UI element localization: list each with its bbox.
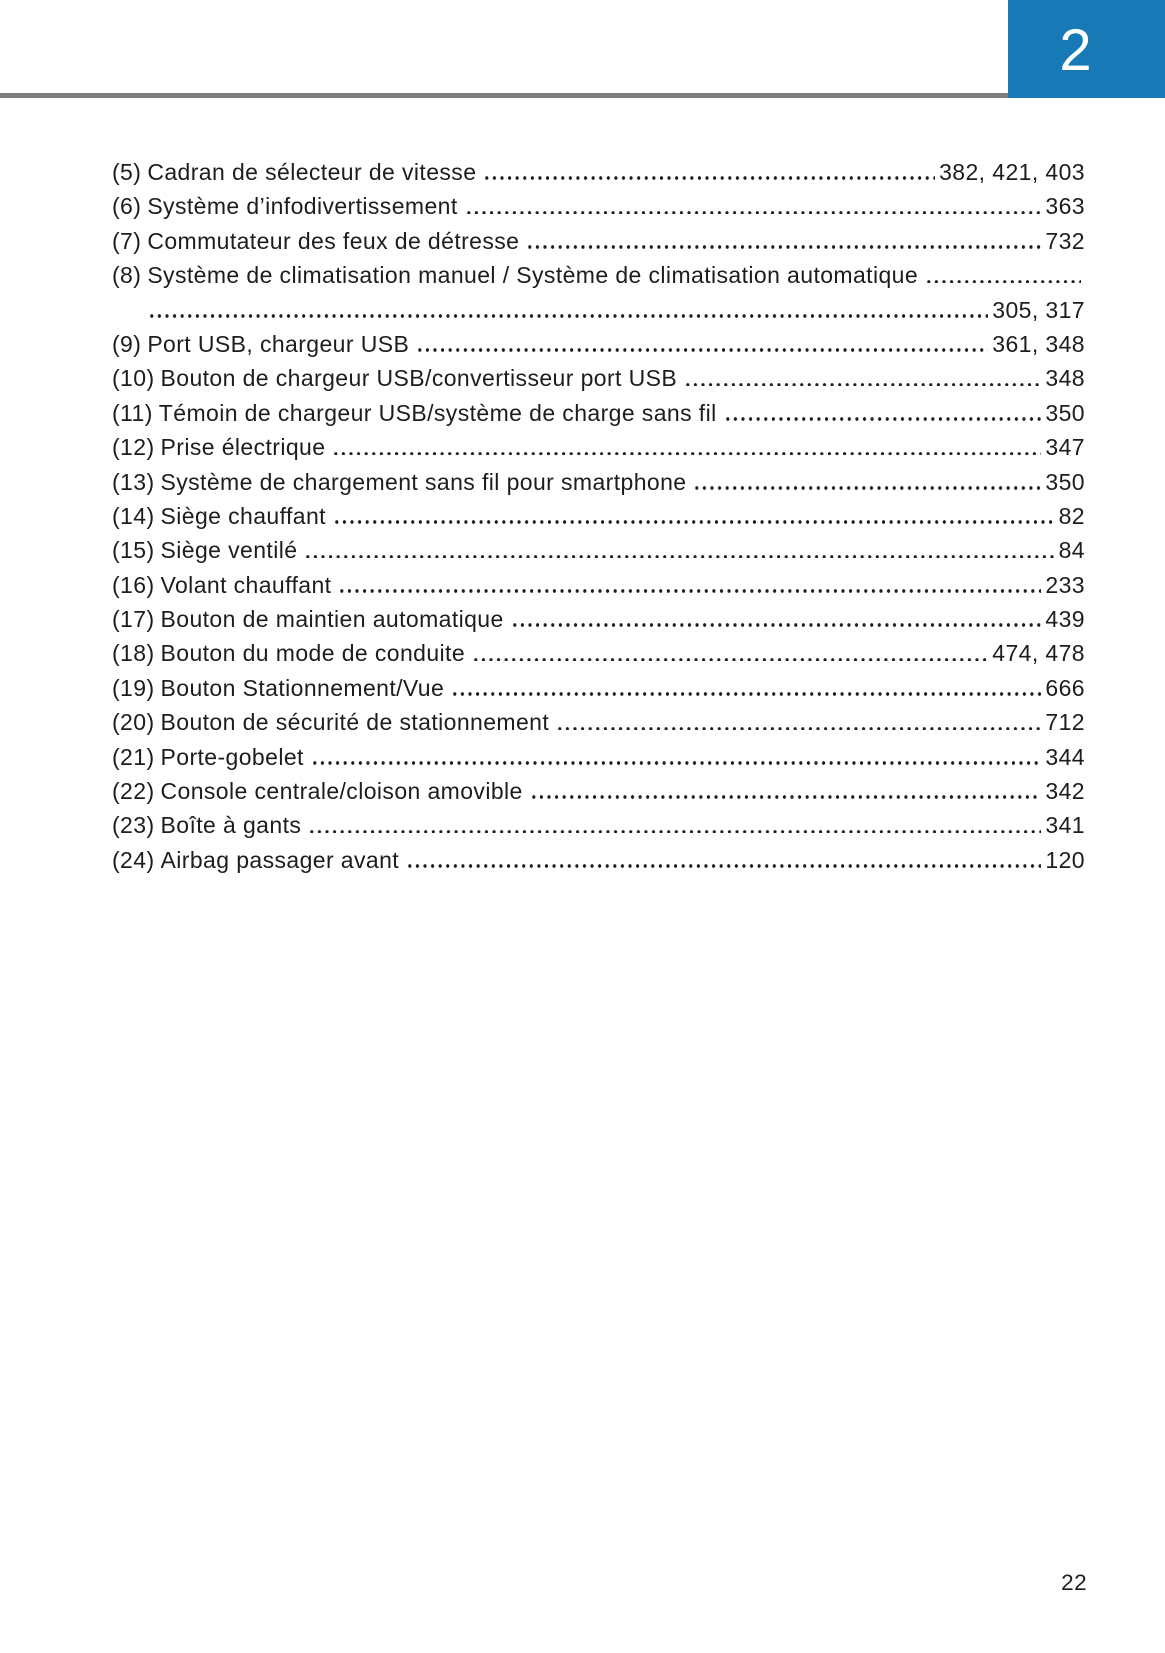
toc-entry xyxy=(112,602,1085,636)
toc-entry-pages: 347 xyxy=(1045,434,1085,461)
toc-entry-pages: 348 xyxy=(1045,365,1085,392)
toc-entry-pages: 361, 348 xyxy=(992,330,1085,357)
dot-leader xyxy=(311,756,1042,765)
dot-leader xyxy=(308,824,1041,833)
toc-entry-number: (22) xyxy=(112,778,155,805)
dot-leader xyxy=(406,859,1041,868)
toc-entry-pages: 344 xyxy=(1045,743,1085,770)
dot-leader xyxy=(333,515,1055,524)
toc-entry-number: (17) xyxy=(112,606,155,633)
dot-leader xyxy=(472,652,988,661)
toc-entry-title: Porte-gobelet xyxy=(160,743,304,770)
toc-entry-pages: 341 xyxy=(1045,812,1085,839)
toc-entry-number: (12) xyxy=(112,434,155,461)
toc-entry-title: Bouton de chargeur USB/convertisseur port USB xyxy=(160,365,678,392)
toc-entry-title: Boîte à gants xyxy=(160,812,302,839)
toc-entry-pages: 305, 317 xyxy=(992,296,1085,323)
dot-leader xyxy=(693,481,1041,490)
header-rule xyxy=(0,93,1008,98)
toc-entry-title: Témoin de chargeur USB/système de charge sans fil xyxy=(158,399,717,426)
toc-entry-title: Bouton de sécurité de stationnement xyxy=(160,709,550,736)
toc-entry-number: (21) xyxy=(112,743,155,770)
toc-entry-pages: 233 xyxy=(1045,571,1085,598)
toc-entry-number: (11) xyxy=(112,399,153,426)
toc-entry-number: (6) xyxy=(112,193,142,220)
toc-entry-pages: 732 xyxy=(1045,227,1085,254)
dot-leader xyxy=(304,549,1054,558)
toc-entry xyxy=(112,430,1085,464)
toc-entry xyxy=(112,774,1085,808)
toc-entry-number: (9) xyxy=(112,330,142,357)
dot-leader xyxy=(530,790,1042,799)
toc-entry xyxy=(112,843,1085,877)
dot-leader xyxy=(465,205,1042,214)
dot-leader xyxy=(148,309,988,318)
toc-entry-title: Prise électrique xyxy=(160,434,326,461)
toc-entry-pages: 342 xyxy=(1045,778,1085,805)
toc-entry-title: Système d’infodivertissement xyxy=(147,193,458,220)
dot-leader xyxy=(925,274,1081,283)
page-header xyxy=(0,0,1165,98)
toc-entry-number: (10) xyxy=(112,365,155,392)
dot-leader xyxy=(684,377,1041,386)
toc-entry-pages: 474, 478 xyxy=(992,640,1085,667)
toc-entry-number: (19) xyxy=(112,674,155,701)
toc-entry-pages: 666 xyxy=(1045,674,1085,701)
toc-entry xyxy=(112,671,1085,705)
toc-entry xyxy=(112,258,1085,292)
chapter-tab xyxy=(1008,0,1165,98)
dot-leader xyxy=(556,721,1041,730)
dot-leader xyxy=(511,618,1042,627)
toc-entry-number: (24) xyxy=(112,846,155,873)
toc-entry-pages: 120 xyxy=(1045,846,1085,873)
toc-entry xyxy=(112,396,1085,430)
toc-entry-pages: 439 xyxy=(1045,606,1085,633)
toc-entry xyxy=(112,155,1085,189)
toc-entry-pages: 382, 421, 403 xyxy=(939,159,1085,185)
toc-entry-number: (5) xyxy=(112,159,142,185)
toc-entry-number: (13) xyxy=(112,468,155,495)
toc-entry-title: Commutateur des feux de détresse xyxy=(147,227,520,254)
toc-entry xyxy=(112,361,1085,395)
toc-entry-title: Bouton du mode de conduite xyxy=(160,640,466,667)
toc-entry xyxy=(112,705,1085,739)
toc-entry xyxy=(112,224,1085,258)
toc-entry xyxy=(112,533,1085,567)
toc-entry-pages: 350 xyxy=(1045,399,1085,426)
toc-entry-title: Bouton de maintien automatique xyxy=(160,606,504,633)
toc-entry-number: (16) xyxy=(112,571,155,598)
toc-entry-pages: 82 xyxy=(1058,502,1085,529)
toc-entry-title: Système de chargement sans fil pour smartphone xyxy=(160,468,687,495)
page-number: 22 xyxy=(1061,1570,1087,1595)
toc-entry-pages: 712 xyxy=(1045,709,1085,736)
toc-entry xyxy=(112,808,1085,842)
toc-entry-title: Console centrale/cloison amovible xyxy=(160,778,523,805)
toc-entry-continuation xyxy=(112,293,1085,327)
toc-entry xyxy=(112,465,1085,499)
toc-entry-title: Siège ventilé xyxy=(160,537,298,564)
toc-entry xyxy=(112,636,1085,670)
toc-entry-title: Airbag passager avant xyxy=(160,846,400,873)
toc-entry-number: (7) xyxy=(112,227,142,254)
toc-entry-number: (20) xyxy=(112,709,155,736)
toc-entry xyxy=(112,327,1085,361)
toc-entry-title: Siège chauffant xyxy=(160,502,326,529)
toc-entry-number: (23) xyxy=(112,812,155,839)
toc-entry-title: Bouton Stationnement/Vue xyxy=(160,674,445,701)
toc-entry-title: Volant chauffant xyxy=(160,571,332,598)
toc-entry-pages: 84 xyxy=(1058,537,1085,564)
dot-leader xyxy=(416,343,988,352)
toc-entry xyxy=(112,189,1085,223)
chapter-number: 2 xyxy=(1059,18,1092,83)
toc-list xyxy=(112,155,1085,877)
toc-entry xyxy=(112,568,1085,602)
toc-entry-number: (14) xyxy=(112,502,155,529)
toc-entry xyxy=(112,499,1085,533)
toc-entry-number: (18) xyxy=(112,640,155,667)
toc-entry-title: Cadran de sélecteur de vitesse xyxy=(147,159,477,185)
toc-entry-title: Port USB, chargeur USB xyxy=(147,330,410,357)
toc-entry-pages: 350 xyxy=(1045,468,1085,495)
dot-leader xyxy=(451,687,1041,696)
toc-entry xyxy=(112,740,1085,774)
toc-entry-title: Système de climatisation manuel / Système de climatisation automatique xyxy=(147,262,919,289)
dot-leader xyxy=(526,240,1041,249)
toc-entry-number: (15) xyxy=(112,537,155,564)
toc-entry-number: (8) xyxy=(112,262,142,289)
toc-entry-pages: 363 xyxy=(1045,193,1085,220)
dot-leader xyxy=(338,584,1041,593)
dot-leader xyxy=(332,446,1041,455)
dot-leader xyxy=(483,171,935,180)
dot-leader xyxy=(724,412,1042,421)
